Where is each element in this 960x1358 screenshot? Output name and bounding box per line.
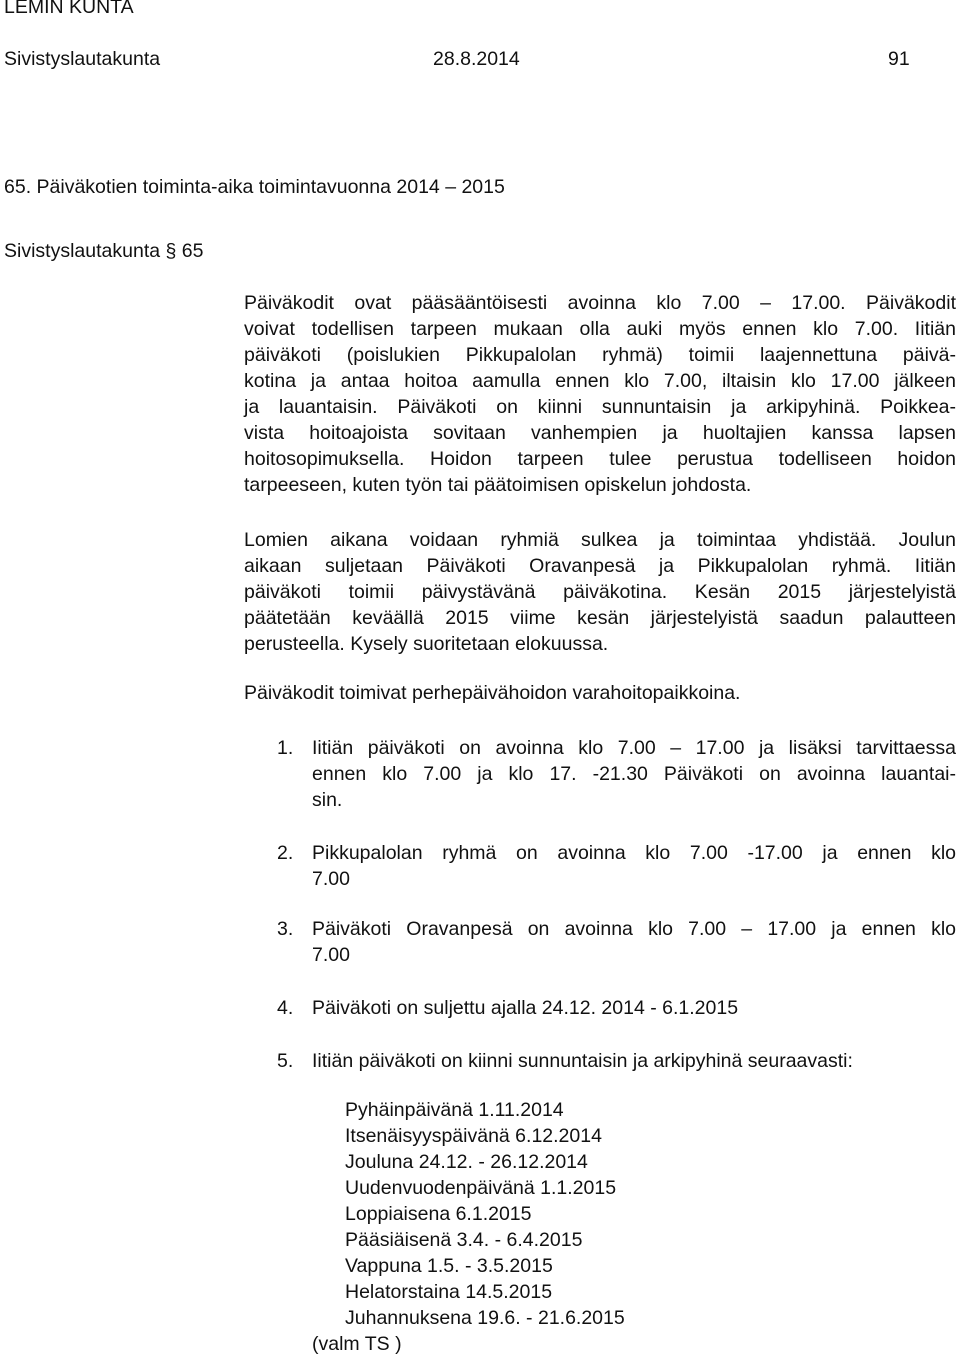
text-line: kotina ja antaa hoitoa aamulla ennen klo 7.00, iltaisin klo 17.00 jälkeen — [244, 370, 956, 392]
list-item — [312, 735, 956, 813]
holiday-item: Jouluna 24.12. - 26.12.2014 — [345, 1151, 588, 1173]
text-line: ennen klo 7.00 ja klo 17. -21.30 Päiväkoti on avoinna lauantai- — [312, 763, 956, 785]
meeting-date: 28.8.2014 — [433, 48, 520, 70]
holiday-item: Vappuna 1.5. - 3.5.2015 — [345, 1255, 553, 1277]
section-reference: Sivistyslautakunta § 65 — [4, 240, 204, 262]
text-line: Pikkupalolan ryhmä on avoinna klo 7.00 -17.00 ja ennen klo — [312, 842, 956, 864]
committee-name: Sivistyslautakunta — [4, 48, 161, 70]
text-line: sin. — [312, 789, 343, 811]
text-line: Päiväkoti Oravanpesä on avoinna klo 7.00 – 17.00 ja ennen klo — [312, 918, 956, 940]
list-number: 4. — [277, 997, 294, 1019]
list-item — [312, 916, 956, 968]
holiday-item: Juhannuksena 19.6. - 21.6.2015 — [345, 1307, 625, 1329]
text-line: Lomien aikana voidaan ryhmiä sulkea ja toimintaa yhdistää. Joulun — [244, 529, 956, 551]
holiday-item: Itsenäisyyspäivänä 6.12.2014 — [345, 1125, 602, 1147]
paragraph-opening-hours — [244, 290, 956, 498]
organization-name: LEMIN KUNTA — [4, 0, 134, 18]
text-line: Päiväkoti on suljettu ajalla 24.12. 2014 - 6.1.2015 — [312, 997, 739, 1019]
list-number: 3. — [277, 918, 294, 940]
holiday-item: Helatorstaina 14.5.2015 — [345, 1281, 553, 1303]
text-line: Päiväkodit ovat pääsääntöisesti avoinna klo 7.00 – 17.00. Päiväkodit — [244, 292, 956, 314]
text-line: aikaan suljetaan Päiväkoti Oravanpesä ja Pikkupalolan ryhmä. Iitiän — [244, 555, 956, 577]
text-line: ja lauantaisin. Päiväkoti on kiinni sunnuntaisin ja arkipyhinä. Poikkea- — [244, 396, 956, 418]
text-line: perusteella. Kysely suoritetaan elokuussa. — [244, 633, 609, 655]
text-line: Iitiän päiväkoti on avoinna klo 7.00 – 17.00 ja lisäksi tarvittaessa — [312, 737, 956, 759]
section-title: 65. Päiväkotien toiminta-aika toimintavuonna 2014 – 2015 — [4, 176, 505, 198]
holiday-item: Loppiaisena 6.1.2015 — [345, 1203, 532, 1225]
list-item — [312, 995, 956, 1021]
text-line: päiväkoti (poislukien Pikkupalolan ryhmä) toimii laajennettuna päivä- — [244, 344, 956, 366]
list-number: 2. — [277, 842, 294, 864]
preparer-note: (valm TS ) — [312, 1333, 402, 1355]
list-number: 5. — [277, 1050, 294, 1072]
paragraph-family-daycare — [244, 680, 956, 706]
text-line: 7.00 — [312, 868, 350, 890]
list-number: 1. — [277, 737, 294, 759]
text-line: päiväkoti toimii päivystävänä päiväkotina. Kesän 2015 järjestelyistä — [244, 581, 956, 603]
text-line: voivat todellisen tarpeen mukaan olla auki myös ennen klo 7.00. Iitiän — [244, 318, 956, 340]
text-line: päätetään keväällä 2015 viime kesän järjestelyistä saadun palautteen — [244, 607, 956, 629]
text-line: vista hoitoajoista sovitaan vanhempien ja huoltajien kanssa lapsen — [244, 422, 956, 444]
text-line: Päiväkodit toimivat perhepäivähoidon varahoitopaikkoina. — [244, 682, 741, 704]
holiday-item: Pääsiäisenä 3.4. - 6.4.2015 — [345, 1229, 583, 1251]
text-line: tarpeeseen, kuten työn tai päätoimisen opiskelun johdosta. — [244, 474, 752, 496]
holiday-item: Uudenvuodenpäivänä 1.1.2015 — [345, 1177, 617, 1199]
paragraph-holidays — [244, 527, 956, 657]
page-number: 91 — [888, 48, 910, 70]
text-line: 7.00 — [312, 944, 350, 966]
holiday-item: Pyhäinpäivänä 1.11.2014 — [345, 1099, 564, 1121]
list-item — [312, 840, 956, 892]
text-line: hoitosopimuksella. Hoidon tarpeen tulee perustua todelliseen hoidon — [244, 448, 956, 470]
holiday-list — [345, 1097, 625, 1331]
list-item — [312, 1048, 956, 1074]
text-line: Iitiän päiväkoti on kiinni sunnuntaisin ja arkipyhinä seuraavasti: — [312, 1050, 853, 1072]
